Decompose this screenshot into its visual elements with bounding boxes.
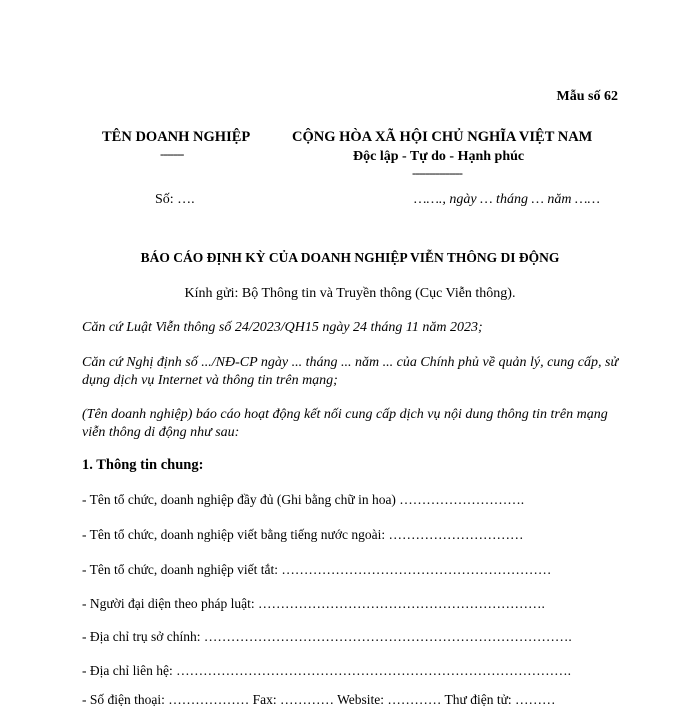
section-general-info-title: 1. Thông tin chung: [82,457,204,473]
date-line: ……., ngày … tháng … năm …… [414,192,600,207]
field-abbreviated-name: - Tên tổ chức, doanh nghiệp viết tắt: …………………………………………………… [82,562,552,577]
field-contact-address: - Địa chỉ liên hệ: ……………………………………………………………………………. [82,663,571,678]
national-motto: Độc lập - Tự do - Hạnh phúc [353,149,525,164]
field-head-office-address: - Địa chỉ trụ sở chính: ………………………………………………………………………. [82,629,572,644]
legal-basis-decree: Căn cứ Nghị định số .../NĐ-CP ngày ... tháng ... năm ... của Chính phủ về quản lý, cung cấp, sử dụng dịch vụ Internet và thông tin trên mạng; [82,355,619,388]
form-number: Mẫu số 62 [556,89,618,104]
field-legal-representative: - Người đại diện theo pháp luật: ………………………………………………………. [82,596,545,611]
company-name-heading: TÊN DOANH NGHIỆP [102,129,251,145]
field-contact-details: - Số điện thoại: ……………… Fax: ………… Website: ………… Thư điện tử: ……… [82,692,556,707]
national-title: CỘNG HÒA XÃ HỘI CHỦ NGHĨA VIỆT NAM [292,129,593,145]
company-underline: ------- [160,146,184,161]
report-title: BÁO CÁO ĐỊNH KỲ CỦA DOANH NGHIỆP VIỄN THÔNG DI ĐỘNG [140,250,560,265]
document-number: Số: …. [155,192,195,207]
legal-basis-law: Căn cứ Luật Viễn thông số 24/2023/QH15 ngày 24 tháng 11 năm 2023; [82,320,483,335]
field-full-name: - Tên tổ chức, doanh nghiệp đầy đủ (Ghi bằng chữ in hoa) ………………………. [82,492,525,507]
motto-underline: --------------- [412,165,462,180]
recipient-line: Kính gửi: Bộ Thông tin và Truyền thông (Cục Viễn thông). [184,286,516,301]
field-foreign-name: - Tên tổ chức, doanh nghiệp viết bằng tiếng nước ngoài: ………………………… [82,527,524,542]
report-intro: (Tên doanh nghiệp) báo cáo hoạt động kết nối cung cấp dịch vụ nội dung thông tin trên mạng viễn thông di động như sau: [82,407,608,440]
